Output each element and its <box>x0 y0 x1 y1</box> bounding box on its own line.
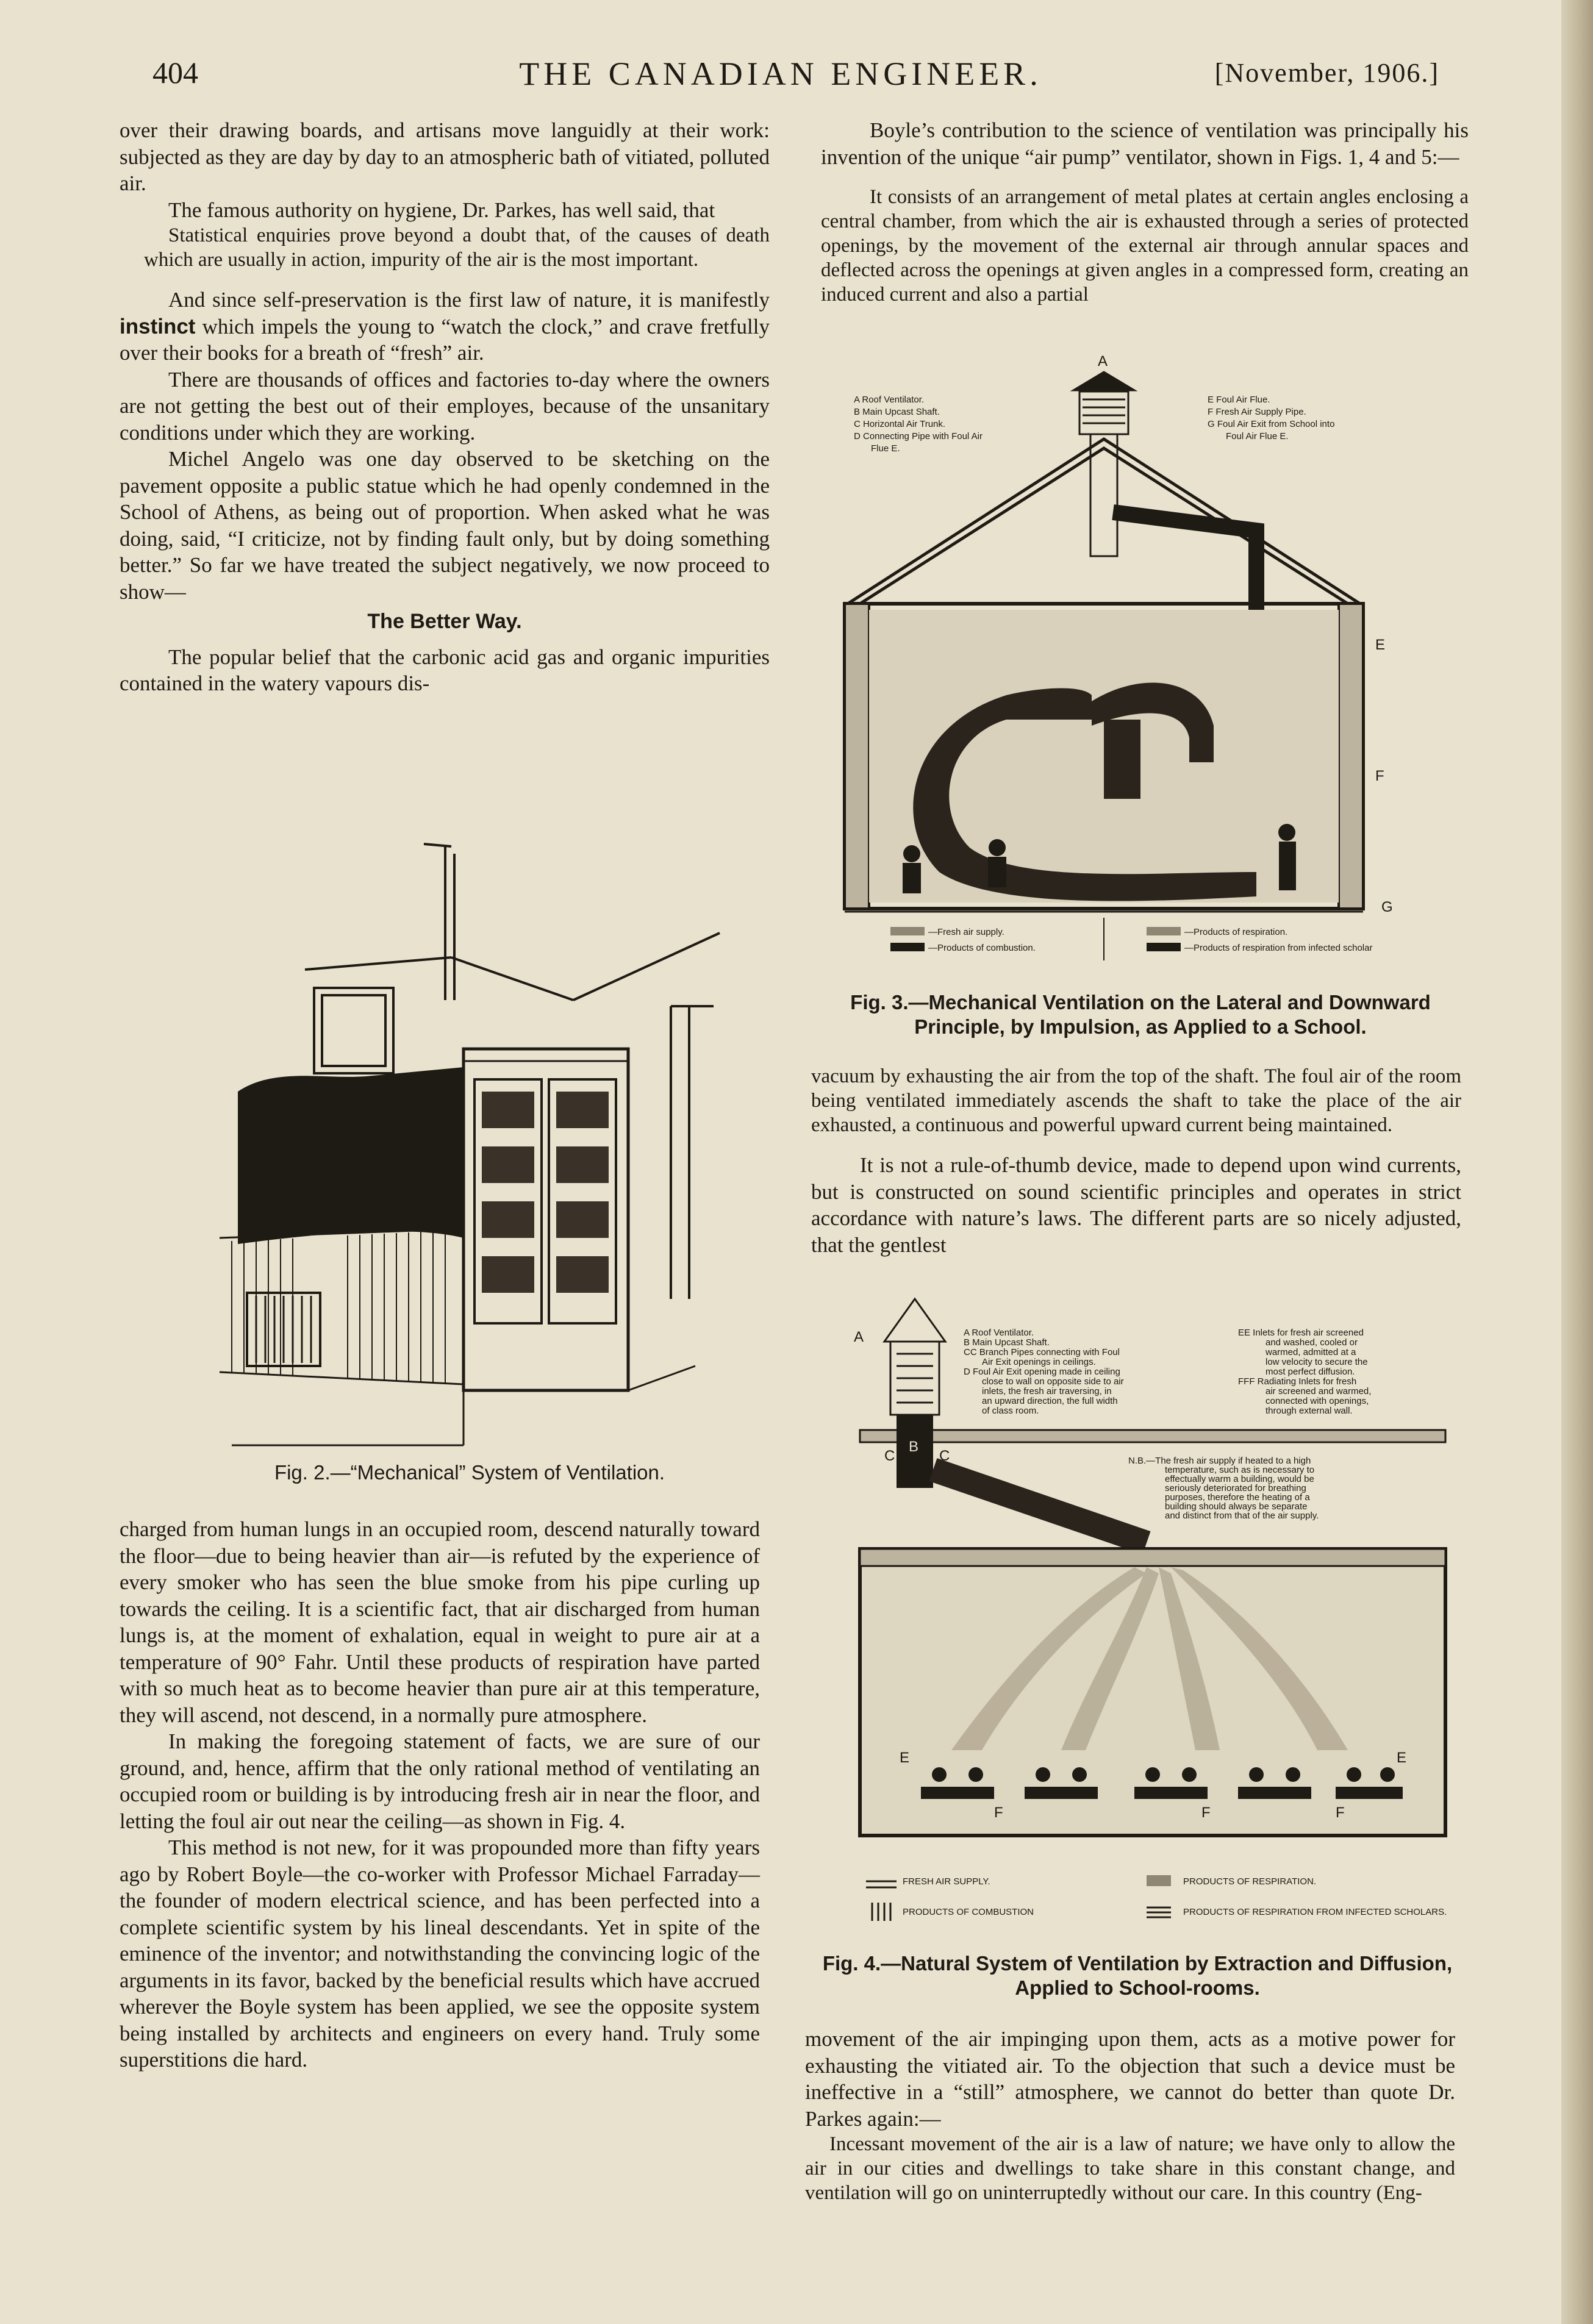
key-item: and washed, cooled or <box>1265 1337 1358 1348</box>
paragraph: Michel Angelo was one day observed to be sketching on the pavement opposite a public statue which he had openly condemned in the School of Athens, as being out of proportion. When asked what he was doing, said, “I criticize, not by finding fault only, but by doing something better.” So far we have treated the subject negatively, we now proceed to show— <box>120 447 770 604</box>
paragraph: This method is not new, for it was propounded more than fifty years ago by Robert Boyle—the co-worker with Professor Michael Farraday—the founder of modern electrical science, and has been perfected into a complete scientific system by his lineal descendants. Yet in spite of the eminence of the inventor; and notwithstanding the convincing logic of the arguments in its favor, backed by the beneficial results which have accrued wherever the Boyle system has been applied, we see the opposite system being installed by architects and engineers on every hand. Truly some superstitions die hard. <box>120 1836 760 2072</box>
issue-date: [November, 1906.] <box>1214 58 1439 88</box>
key-item: B Main Upcast Shaft. <box>854 407 940 417</box>
key-item: EE Inlets for fresh air screened <box>1238 1328 1364 1338</box>
note-line: N.B.—The fresh air supply if heated to a high <box>1128 1456 1311 1466</box>
key-item: C Horizontal Air Trunk. <box>854 419 946 429</box>
label-E: E <box>900 1750 910 1766</box>
right-column-top <box>821 117 1469 307</box>
key-item: inlets, the fresh air traversing, in <box>982 1386 1112 1396</box>
note-line: and distinct from that of the air supply. <box>1165 1511 1319 1521</box>
figure-4-caption: Fig. 4.—Natural System of Ventilation by Extraction and Diffusion, Applied to School-rooms. <box>822 1952 1453 1999</box>
legend-combustion: —Products of combustion. <box>928 943 1036 953</box>
key-item: A Roof Ventilator. <box>854 395 925 405</box>
key-item: Foul Air Flue E. <box>1226 431 1289 442</box>
left-column-top <box>120 117 770 697</box>
right-column-bottom <box>805 2026 1455 2205</box>
label-E: E <box>1397 1750 1407 1766</box>
label-E: E <box>1375 637 1386 653</box>
legend-infected: PRODUCTS OF RESPIRATION FROM INFECTED SCHOLARS. <box>1183 1907 1447 1917</box>
legend-fresh-air: FRESH AIR SUPPLY. <box>903 1876 990 1887</box>
paragraph: It is not a rule-of-thumb device, made to depend upon wind currents, but is constructed on sound scientific principles and operates in strict accordance with nature’s laws. The different parts are so nicely adjusted, that the gentlest <box>811 1153 1461 1257</box>
note-line: purposes, therefore the heating of a <box>1165 1492 1310 1503</box>
page-edge <box>1561 0 1593 2324</box>
figure-4-illustration <box>842 1287 1458 1951</box>
paragraph: Boyle’s contribution to the science of ventilation was principally his invention of the unique “air pump” ventilator, shown in Figs. 1, 4 and 5:— <box>821 118 1469 169</box>
label-G: G <box>1381 899 1393 915</box>
key-item: of class room. <box>982 1406 1039 1416</box>
key-item: warmed, admitted at a <box>1265 1347 1356 1357</box>
legend-respiration: —Products of respiration. <box>1184 927 1288 937</box>
subheading: The Better Way. <box>367 610 522 633</box>
legend-infected: —Products of respiration from infected scholar <box>1184 943 1373 953</box>
journal-title: THE CANADIAN ENGINEER. <box>519 55 1042 92</box>
figure-2-caption: Fig. 2.—“Mechanical” System of Ventilation. <box>274 1461 665 1484</box>
paragraph: The popular belief that the carbonic acid gas and organic impurities contained in the watery vapours dis- <box>120 645 770 695</box>
key-item: F Fresh Air Supply Pipe. <box>1208 407 1306 417</box>
paragraph: It consists of an arrangement of metal plates at certain angles enclosing a central chamber, from which the air is exhausted through a series of protected openings, by the movement of the external air through annular spaces and deflected across the openings at given angles in a compressed form, creating an induced current and also a partial <box>821 186 1469 306</box>
key-item: through external wall. <box>1265 1406 1353 1416</box>
block-quote: Statistical enquiries prove beyond a doubt that, of the causes of death which are usually in action, impurity of the air is the most important. <box>144 224 770 271</box>
key-item: an upward direction, the full width <box>982 1396 1118 1406</box>
figure-3-caption: Fig. 3.—Mechanical Ventilation on the Lateral and Downward Principle, by Impulsion, as Applied to a School. <box>850 991 1431 1038</box>
note-line: seriously deteriorated for breathing <box>1165 1483 1306 1493</box>
paragraph: movement of the air impinging upon them, acts as a motive power for exhausting the vitiated air. To the objection that such a device must be ineffective in a “still” atmosphere, we cannot do better than quote Dr. Parkes again:— <box>805 2027 1455 2131</box>
key-item: Flue E. <box>871 443 900 454</box>
key-item: connected with openings, <box>1265 1396 1369 1406</box>
running-header <box>0 55 1561 110</box>
label-C: C <box>884 1448 895 1464</box>
label-F: F <box>1336 1804 1345 1821</box>
right-column-middle <box>811 1064 1461 1258</box>
label-D: D <box>1209 518 1220 534</box>
block-quote: Incessant movement of the air is a law of nature; we have only to allow the air in our cities and dwellings to take share in this constant change, and ventilation will go on uninterruptedly without our care. In this country (Eng- <box>805 2133 1455 2204</box>
note-line: temperature, such as is necessary to <box>1165 1465 1315 1475</box>
key-item: air screened and warmed, <box>1265 1386 1372 1396</box>
note-line: effectually warm a building, would be <box>1165 1474 1314 1484</box>
key-item: most perfect diffusion. <box>1265 1367 1355 1377</box>
key-item: FFF Radiating Inlets for fresh <box>1238 1376 1357 1387</box>
label-A: A <box>1098 353 1108 370</box>
key-item: CC Branch Pipes connecting with Foul <box>964 1347 1120 1357</box>
key-item: Air Exit openings in ceilings. <box>982 1357 1096 1367</box>
label-F: F <box>1375 768 1384 784</box>
left-column-bottom <box>120 1516 760 2073</box>
paragraph: over their drawing boards, and artisans move languidly at their work: subjected as they are day by day to an atmospheric bath of vitiated, polluted air. <box>120 118 770 195</box>
label-B: B <box>909 1439 919 1455</box>
figure-3-illustration <box>836 348 1458 982</box>
key-item: low velocity to secure the <box>1265 1357 1368 1367</box>
key-item: D Foul Air Exit opening made in ceiling <box>964 1367 1120 1377</box>
key-item: D Connecting Pipe with Foul Air <box>854 431 983 442</box>
legend-respiration: PRODUCTS OF RESPIRATION. <box>1183 1876 1317 1887</box>
label-F: F <box>1201 1804 1211 1821</box>
page-number: 404 <box>152 55 198 90</box>
note-line: building should always be separate <box>1165 1501 1308 1512</box>
paragraph: charged from human lungs in an occupied room, descend naturally toward the floor—due to being heavier than air—is refuted by the experience of every smoker who has seen the blue smoke from his pipe curling up towards the ceiling. It is a scientific fact, that air discharged from human lungs is, at the moment of exhalation, equal in weight to pure air at a temperature of 90° Fahr. Until these products of respiration have parted with so much heat as to become heavier than pure air at this temperature, they will ascend, not descend, in a normally pure atmosphere. <box>120 1517 760 1727</box>
legend-combustion: PRODUCTS OF COMBUSTION <box>903 1907 1034 1917</box>
label-A: A <box>854 1329 864 1345</box>
label-C: C <box>939 1448 950 1464</box>
legend-fresh-air: —Fresh air supply. <box>928 927 1004 937</box>
key-item: G Foul Air Exit from School into <box>1208 419 1335 429</box>
key-item: close to wall on opposite side to air <box>982 1376 1124 1387</box>
paragraph: The famous authority on hygiene, Dr. Parkes, has well said, that <box>168 198 715 222</box>
emphasis-instinct: instinct <box>120 314 196 338</box>
key-item: B Main Upcast Shaft. <box>964 1337 1050 1348</box>
figure-2-illustration <box>183 835 756 1457</box>
label-F: F <box>994 1804 1003 1821</box>
paragraph: There are thousands of offices and factories to-day where the owners are not getting the best out of their employes, because of the unsanitary conditions under which they are working. <box>120 367 770 445</box>
paragraph: And since self-preservation is the first law of nature, it is manifestly instinct which impels the young to “watch the clock,” and crave fretfully over their books for a breath of “fresh” air. <box>120 288 770 365</box>
key-item: E Foul Air Flue. <box>1208 395 1270 405</box>
paragraph: vacuum by exhausting the air from the top of the shaft. The foul air of the room being ventilated immediately ascends the shaft to take the place of the air exhausted, a continuous and powerful upward current being maintained. <box>811 1065 1461 1136</box>
key-item: A Roof Ventilator. <box>964 1328 1034 1338</box>
paragraph: In making the foregoing statement of facts, we are sure of our ground, and, hence, affirm that the only rational method of ventilating an occupied room or building is by introducing fresh air in near the floor, and letting the foul air out near the ceiling—as shown in Fig. 4. <box>120 1729 760 1833</box>
